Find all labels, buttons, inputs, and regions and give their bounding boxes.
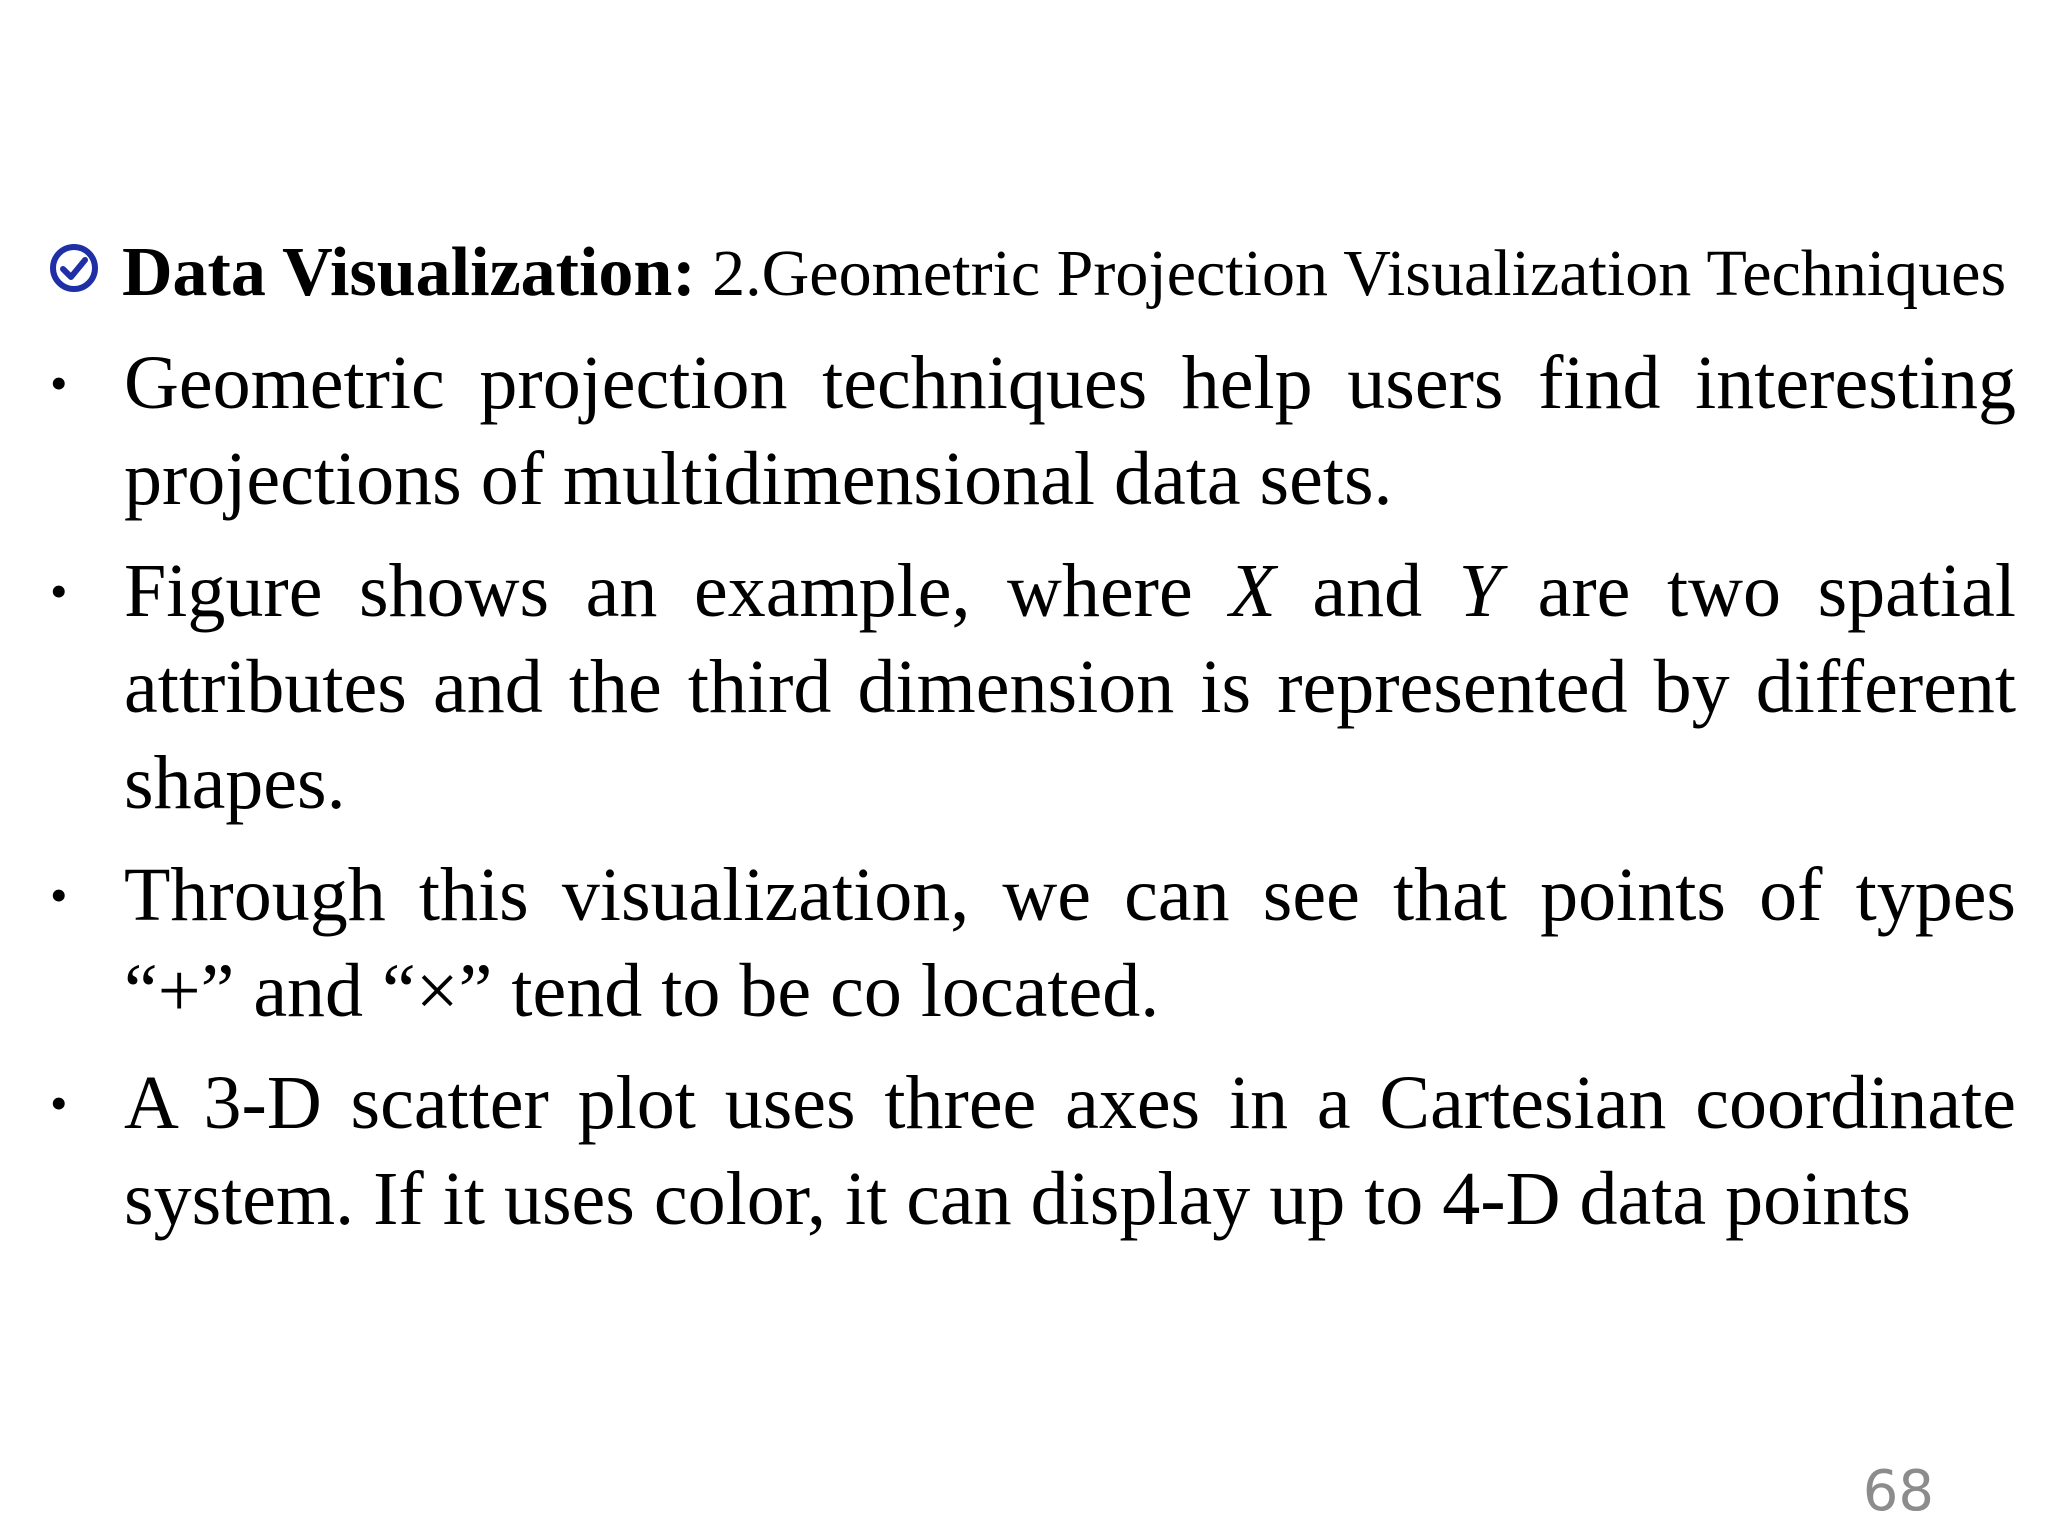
bullet-dot-icon: • — [50, 867, 68, 923]
bullet-text-part: Y — [1458, 549, 1501, 633]
heading-text — [122, 228, 2016, 319]
list-item — [48, 847, 2016, 1039]
bullet-text-part: Through this visualization, we can see that points of types “+” and “×” tend to be co located. — [124, 853, 2016, 1033]
bullet-text-part: Geometric projection techniques help users find interesting projections of multidimensional data sets. — [124, 341, 2016, 521]
bullet-text-part: Figure shows an example, where — [124, 549, 1230, 633]
bullet-dot-icon: • — [50, 563, 68, 619]
slide-content — [48, 228, 2016, 1247]
check-circle-icon — [48, 242, 100, 294]
heading-subtitle: 2.Geometric Projection Visualization Techniques — [695, 237, 2007, 310]
bullet-dot-icon: • — [50, 355, 68, 411]
bullet-text-part: are two spatial attributes and the third dimension is represented by different shapes. — [124, 549, 2016, 825]
bullet-dot-icon: • — [50, 1075, 68, 1131]
bullet-list — [48, 335, 2016, 1247]
page-number: 68 — [1862, 1459, 1934, 1524]
bullet-text — [124, 543, 2016, 831]
bullet-text-part: A 3-D scatter plot uses three axes in a Cartesian coordinate system. If it uses color, it can display up to 4-D data points — [124, 1061, 2016, 1241]
heading-label: Data Visualization: — [122, 234, 696, 311]
bullet-text-part: and — [1275, 549, 1459, 633]
bullet-text — [124, 1055, 2016, 1247]
bullet-text-part: X — [1229, 549, 1276, 633]
list-item — [48, 543, 2016, 831]
slide-heading — [48, 228, 2016, 319]
list-item — [48, 335, 2016, 527]
bullet-text — [124, 335, 2016, 527]
bullet-text — [124, 847, 2016, 1039]
list-item — [48, 1055, 2016, 1247]
